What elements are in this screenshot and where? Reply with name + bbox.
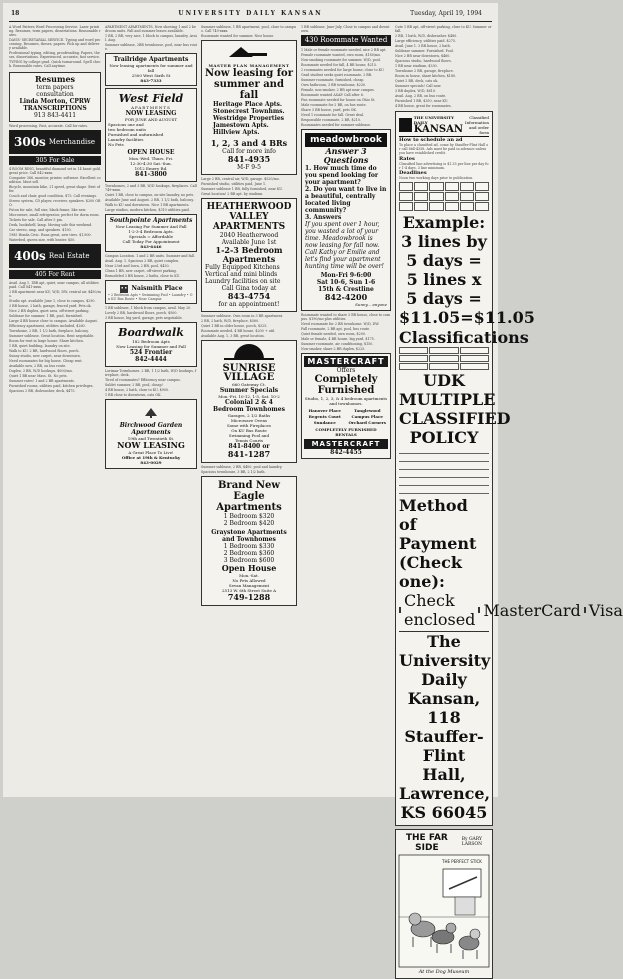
boardwalk-line: 182 Bedroom Apts: [132, 339, 170, 344]
sunrise-line: Bedroom Townhomes: [213, 406, 285, 413]
order-line[interactable]: [399, 480, 489, 486]
birchwood-line: 19th and Twentieth St.: [127, 436, 175, 441]
southpointe-line: Now Leasing For Summer And Fall: [115, 224, 187, 229]
column-2: [105, 25, 197, 795]
southpointe-line: Call Today For Appointment: [122, 239, 180, 244]
westfield-line: Laundry facilities: [108, 137, 144, 142]
mastercraft-place: Orchard Corners: [348, 420, 387, 425]
classified-text-block: A Word Pattern Word Processing Service. Laser printing. Resumes, term papers, dissertations. Reasonable rates. DAVIS' SECRETARIAL SERVICE. Typing and word processing. Resumes, theses, papers. Pick up and delivery available. Professional typing, editing, proofreading. Papers, theses, dissertations. Experienced, accurate, fast service. TYPING by college grad. Quick turnaround. Spell check. Reasonable rates. Call anytime.: [9, 25, 101, 68]
birchwood-name: Birchwood Garden Apartments: [119, 422, 183, 436]
meadowbrook-hours: Sat 10-6, Sun 1-6: [316, 279, 376, 286]
mpm-logo-icon: [219, 45, 279, 59]
heatherwood-line: for an appointment!: [218, 301, 280, 308]
payment-option-label: Visa: [588, 600, 623, 620]
mastercraft-logo: MASTERCRAFT: [304, 356, 388, 367]
order-line[interactable]: [399, 488, 489, 494]
mpm-property: Heritage Place Apts.: [213, 101, 283, 108]
mastercraft-phone: 842-4455: [330, 449, 362, 456]
apartment-listings: 1 BR sublease, 1 block from campus, avail. May 20. Lovely 2 BR, hardwood floors, porch. $500. 3 BR house, big yard, garage, pets negotiable.: [105, 306, 192, 320]
eagle-line: Open House: [221, 563, 277, 573]
eagle-line: 2513 W. 6th Street Suite A: [221, 588, 276, 593]
westfield-sub: APARTMENTS: [131, 105, 171, 110]
rental-listings: Large 2 BR, central air, W/D, garage. $520/mo. Furnished studio, utilities paid, June 1. Summer sublease 1 BR, fully furnished, near KU. Great location! 2 BR apt. by stadium.: [201, 177, 283, 196]
eagle-price: 1 Bedroom $330: [223, 543, 275, 550]
apartment-listings: Townhomes, 2 and 3 BR, W/D hookups, fireplaces. Call 749-xxxx. Quiet 1 BR, close to campus, on-site laundry, no pets. Available June and August. 2 BR, 1 1/2 bath, balcony. Walk to KU and downtown. Nice 1 BR apartments. Large studios, modern kitchen, $310 utilities paid.: [105, 184, 197, 212]
sunrise-line: Tennis Courts: [234, 438, 264, 443]
rental-listings: Summer sublease, 2 BR, $400, pool and laundry. Spacious townhouse, 3 BR, 2 1/2 bath.: [201, 465, 283, 474]
master-plan-management-ad: [201, 40, 297, 175]
issue-date: Tuesday, April 19, 1994: [410, 10, 482, 17]
mpm-property: Jamestown Apts.: [213, 122, 269, 129]
sunrise-village-ad: [201, 340, 297, 463]
page-number-left: 18: [11, 10, 20, 17]
mpm-phone: 841-4935: [227, 154, 271, 164]
meadowbrook-phone: 842-4200: [324, 292, 368, 302]
westfield-line: FOR JUNE AND AUGUST: [124, 117, 178, 122]
order-form-footer: The University Daily Kansan, 118 Stauffer-Flint Hall, Lawrence, KS 66045: [399, 632, 491, 822]
visa-checkbox[interactable]: [584, 607, 586, 613]
kansan-line1: THE UNIVERSITY DAILY: [413, 115, 454, 125]
westfield-logo: West Field: [118, 92, 184, 105]
eagle-price: 1 Bedroom $320: [223, 513, 275, 520]
birchwood-line: A Great Place To Live!: [128, 450, 174, 455]
rental-listings: Summer sublease. Own room in 3 BR apartment. 2 BR, 2 bath, W/D, fireplace, $560. Quiet 1 BR in older house, porch, $325. Roommate needed, 4 BR house, $200 + util. Available Aug. 1, 3 BR, great location.: [201, 314, 284, 338]
meadowbrook-answer: If you spent over 1 hour, you wasted a lot of your time. Meadowbrook is now leasing for fall now. Call Kathy or Emilie and let's find your apartment hunting time will be over!: [305, 221, 384, 270]
roommate-listings: Roommate wanted to share 3 BR house, close to campus. $190/mo plus utilities. Need roommate for 2 BR townhome. W/D, DW. Fall roommate, 2 BR apt, pool, bus route. Quiet female needed, own room, $200. Male or female, 4 BR house, big yard, $175. Summer roommate, air conditioning, $150. Non-smoker, share 2 BR duplex, $225.: [301, 313, 390, 351]
resume-ad-phone: 913 843-4411: [33, 112, 77, 119]
southpointe-name: Southpointe Apartments: [109, 217, 193, 224]
subsection-for-sale: 305 For Sale: [9, 156, 101, 165]
masthead-title: UNIVERSITY DAILY KANSAN: [178, 10, 323, 17]
order-policy-heading: UDK MULTIPLE CLASSIFIED POLICY: [399, 371, 511, 447]
apartment-listings: APARTMENT APARTMENTS. Now showing 1 and 2 bedroom units. Fall and summer leases available. 1 BR, 2 BR, very nice, 1 block to campus, laundry. Avail. Aug. Summer sublease, 2BR townhouse, pool, near bus route.: [105, 25, 197, 51]
sunrise-line: Microwave Ovens: [230, 418, 268, 423]
classifications-grid: [399, 347, 489, 370]
kansan-line2: KANSAN: [413, 124, 463, 135]
classification-checkbox[interactable]: [429, 347, 458, 354]
heatherwood-phone: 843-4754: [227, 291, 271, 301]
birchwood-ad: [105, 399, 197, 469]
sunrise-line: Summer Specials: [219, 387, 279, 394]
cartoon-illustration: [399, 855, 489, 967]
naismith-name: Naismith Place: [131, 284, 183, 292]
eagle-line: Graystone Apartments and Townhomes: [211, 529, 287, 543]
mpm-bedrooms: 1, 2, 3 and 4 BRs: [210, 138, 288, 148]
classification-checkbox[interactable]: [429, 363, 458, 370]
mpm-call: Call for more info: [222, 148, 276, 155]
westfield-line: No Pets: [108, 142, 124, 147]
rental-listings: Cute 1 BR apt, off-street parking, close to KU. Summer or fall. 2 BR, 1 bath, W/D, dishwasher. $480. Large efficiency, utilities paid. $275. Avail. June 1. 3 BR house, 2 bath. Sublease summer. Furnished. Pool. Nice 2 BR near downtown, $460. Spacious studio, hardwood floors. 1 BR near stadium, $330. Townhome 2 BR, garage, fireplace. Room in house, share kitchen, $180. Quiet 2 BR, deck, cats ok. Summer specials! Call now. 3 BR duplex, W/D, $610. Avail. Aug. 2 BR, on bus route. Furnished 1 BR, $350, near KU. 4 BR house, great for roommates.: [395, 25, 492, 108]
sunrise-line: On KU Bus Route: [231, 428, 267, 433]
eagle-name: Brand New Eagle Apartments: [216, 480, 282, 513]
section-header-merchandise: 300s Merchandise: [9, 130, 101, 154]
column-1: [9, 25, 101, 795]
heatherwood-line: Available June 1st: [221, 239, 277, 246]
meadowbrook-question: 2. Do you want to live in a beautiful, centrally located living community?: [305, 186, 387, 214]
classification-checkbox[interactable]: [399, 347, 428, 354]
mpm-property: Westridge Properties: [213, 115, 285, 122]
order-lines: [399, 448, 489, 494]
classified-text-block: Word processing. Fast, accurate. Call for rates.: [9, 124, 88, 128]
heatherwood-line: 1-2-3 Bedroom: [215, 245, 283, 255]
mpm-property: Hillview Apts.: [213, 129, 260, 136]
rental-listings: Summer sublease, 1 BR apartment, pool, close to campus. Call 749-xxxx. Roommate wanted for summer. Nice house.: [201, 25, 296, 38]
payment-method-label: Method of Payment (Check one):: [399, 496, 477, 591]
resume-ad-line: Linda Morton, CPRW: [19, 98, 91, 105]
southpointe-line: Specials = Affordable: [129, 234, 173, 239]
westfield-line: 1012 Emery Rd.: [134, 166, 168, 171]
resume-ad-line: term papers: [36, 84, 74, 91]
mastercard-checkbox[interactable]: [478, 607, 480, 613]
building-icon: [119, 283, 129, 293]
eagle-price: 3 Bedroom $600: [223, 557, 275, 564]
sunrise-line: 660 Gateway Ct.: [232, 382, 266, 387]
westfield-line: Furnished and unfurnished: [108, 132, 164, 137]
apartment-listings: Lorimar Townhomes. 2 BR, 1 1/2 bath, W/D hookups, fireplace, deck. Tired of roommates? Efficiency near campus. Sublet summer, 2 BR, pool, cheap! 4 BR house, 2 bath, close to KU, $900. 1 BR close to downtown, cats OK.: [105, 369, 197, 397]
westfield-ad: [105, 88, 197, 182]
eagle-apartments-ad: [201, 476, 297, 606]
column-3: [201, 25, 297, 795]
sunrise-name: SUNRISE VILLAGE: [222, 363, 276, 383]
subsection-for-rent: 405 For Rent: [9, 270, 101, 279]
heatherwood-line: Apartments: [222, 254, 276, 264]
apartment-listings: Campus Location. 1 and 2 BR units. Summer and fall. Avail. Aug. 1. Spacious 2 BR, quiet complex. Near 23rd and Iowa, 2 BR, pool, $430. Clean 1 BR, new carpet, off-street parking. Remodeled 3 BR house, 2 baths, close to KU.: [105, 254, 195, 278]
mastercraft-place: Campus Place: [351, 414, 383, 419]
southpointe-ad: [105, 214, 197, 252]
sunrise-phone: 841-1287: [227, 449, 271, 459]
heatherwood-line: Call Gina today at: [221, 285, 277, 292]
sunrise-line: Colonial 2 & 4: [225, 399, 273, 406]
heatherwood-line: Laundry facilities on site: [205, 278, 281, 285]
mastercraft-place: Tanglewood: [353, 408, 381, 413]
boardwalk-line: Now Leasing for Summer and Fall: [116, 344, 186, 349]
classification-checkbox[interactable]: [399, 355, 428, 362]
mpm-headline: Now leasing for summer and fall: [205, 68, 293, 101]
naismith-place-ad: Naismith Place • 2 Bedroom Apts • Swimming Pool • Laundry • On KU Bus Route • Near Campus: [105, 280, 197, 304]
trailridge-line: 2500 West Sixth St: [131, 73, 171, 78]
trailridge-name: Trailridge Apartments: [113, 56, 189, 63]
mpm-hours: M-F 9-5: [237, 164, 261, 171]
payment-options: [399, 591, 623, 629]
classification-checkbox[interactable]: [460, 363, 489, 370]
sunrise-icon: [224, 344, 274, 360]
heatherwood-line: Vertical and mini blinds: [205, 271, 278, 278]
meadowbrook-qhead: Answer 3 Questions: [323, 146, 369, 165]
boardwalk-line: 524 Frontier: [129, 349, 173, 356]
meadowbrook-question: 3. Answers: [305, 214, 342, 221]
classification-checkbox[interactable]: [460, 355, 489, 362]
far-side-author: By GARY LARSON: [461, 837, 483, 847]
mastercraft-offers: Offers: [336, 367, 356, 374]
kansan-sub: Classified Information and order form: [465, 115, 490, 135]
deadlines-heading: Deadlines: [399, 170, 427, 176]
trailridge-line: Now leasing apartments for summer and fall: [109, 63, 193, 73]
order-line[interactable]: [399, 448, 489, 454]
trailridge-ad: [105, 53, 197, 86]
birchwood-line: Office at 19th & Kentucky: [121, 455, 181, 460]
tree-icon: [131, 408, 171, 418]
mpm-property: Stonecrest Townhms.: [213, 108, 285, 115]
payment-option-label: Check enclosed: [404, 591, 476, 629]
westfield-phone: 841-3800: [135, 171, 167, 178]
mastercraft-place: Hanover Place: [308, 408, 341, 413]
resume-service-ad: [9, 72, 101, 122]
rates-table: [399, 182, 489, 211]
far-side-title: THE FAR SIDE: [405, 833, 448, 853]
heatherwood-line: Fully Equipped Kitchens: [205, 264, 280, 271]
rates-example: Example: 3 lines by 5 days = 5 lines x 5 days = $11.05=$11.05: [399, 213, 535, 327]
classifications-heading: Classifications: [399, 328, 529, 347]
resume-ad-line: TRANSCRIPTIONS: [23, 105, 87, 112]
order-line[interactable]: [399, 464, 489, 470]
for-sale-listings: 4 ROOM RING, beautiful diamond set in 14 karat gold, great price. Call 842-xxxx. Computer 386, monitor, printer, software. Excellent condition. Must sell. Bicycle, mountain bike, 21 speed, great shape. Best offer. Couch and chair, good condition, $75. Call evenings. Stereo system, CD player, receiver, speakers. $200 OBO. Futon for sale, full size, black frame, like new. Microwave, small refrigerator, perfect for dorm room. Tickets for sale. Call after 5 pm. Desk, bookshelf, lamp. Moving sale this weekend. Car stereo, amp, and speakers. $150. 1985 Honda Civic. Runs great, new tires. $1,800. Waterbed, queen size, with heater. $50.: [9, 167, 101, 242]
boardwalk-ad: [105, 322, 197, 367]
payment-option-label: MasterCard: [483, 600, 581, 620]
perfect-stick-sign: THE PERFECT STICK: [442, 859, 482, 864]
meadowbrook-question: 1. How much time do you spend looking for your apartment?: [305, 165, 379, 186]
order-line[interactable]: [399, 472, 489, 478]
meadowbrook-ad: [301, 129, 391, 311]
column-4: [301, 25, 391, 795]
meadowbrook-hours: Mon-Fri 9-6:00: [320, 272, 372, 279]
westfield-line: Spacious one and: [108, 122, 144, 127]
eagle-line: Mon.-Sat.: [239, 573, 259, 578]
classification-checkbox[interactable]: [429, 355, 458, 362]
resume-ad-title: Resumes: [34, 74, 76, 84]
sunrise-line: Garages, 2 1/2 Baths: [227, 413, 271, 418]
eagle-line: Sevan Management: [228, 583, 270, 588]
classification-checkbox[interactable]: [460, 347, 489, 354]
classified-order-form: THE UNIVERSITY DAILY KANSAN Classified Information and order form How to schedule an ad To place a classified ad, come by Stauffer-Flint Hall or call 864-4358. Ads must be paid in advance unless you have established credit. Rates Classified line advertising is $1.35 per line per day for 1-4 days. 3 line minimum. Deadlines Noon two working days prior to publication. Example: 3 lines by 5 days = 5 lines x 5 days = $11.05=$11.05 Classifications UDK MULTIPLE CLASSIFIED POLICY Method of Payment (Check one): Check enclosed MasterCard Visa The University Daily Kansan, 118 Stauffer-Flint Hall, Lawrence, KS 66045: [395, 111, 493, 826]
for-rent-listings: Avail. Aug 1. 1BR apt, quiet, near campus, all utilities paid. Call 841-xxxx. 2 BR apartment near KU, W/D, DW, central air. $450/mo. Studio apt. available June 1, close to campus, $290. 3 BR house, 2 bath, garage, fenced yard. Pets ok. Nice 2 BR duplex, quiet area, off-street parking. Sublease for summer, 1 BR, pool, furnished. Large 4 BR house close to campus. Available August. Efficiency apartment, utilities included, $260. Townhome, 2 BR, 1 1/2 bath, fireplace, balcony. Summer sublease. Great location. Rent negotiable. Room for rent in large house. Share kitchen. 1 BR, quiet building, laundry on site. Walk to KU. 2 BR, hardwood floors, porch. Sunny studio, new carpet, near downtown. Need roommates for big house. Cheap rent. Available now, 2 BR, on bus route. Duplex, 3 BR, W/D hookups, $600/mo. Quiet 1 BR near Mass. St. No pets. Summer rates! 1 and 2 BR apartments. Furnished rooms, utilities paid, kitchen privileges. Spacious 2 BR, dishwasher, deck, $475.: [9, 281, 101, 393]
heatherwood-address: 2040 Heatherwood: [219, 232, 279, 239]
sunrise-line: Mon.-Fri. 10-12, 1-5, Sat. 10-2: [218, 394, 280, 399]
mastercraft-sub: Studio, 1, 2, 3, & 4 bedroom apartments and townhomes.: [304, 396, 388, 406]
roommate-listings: 1 Male or female roommate needed, nice 2 BR apt. Female roommate wanted, own room, $180/mo. Non-smoking roommate for summer, W/D, pool. Roommate needed for fall, 4 BR house, $215. 2 roommates needed for large house, close to KU. Grad student seeks quiet roommate, 2 BR. Summer roommate, furnished, cheap. Own bathroom, 3 BR townhome, $230. Female, non-smoker, 2 BR apt near campus. Roommate wanted ASAP. Call after 6. Fun roommate needed for house on Ohio St. Male roommate for 2 BR, on bus route. Share 3 BR house, yard, pets OK. Need 1 roommate for fall. Great deal. Responsible roommate, 2 BR, $210. Roommates needed for summer sublease.: [301, 48, 387, 127]
eagle-line: No Pets Allowed: [232, 578, 266, 583]
newspaper-page: [3, 3, 623, 975]
meadowbrook-tag: Sunny... anyone: [355, 302, 387, 307]
trailridge-phone: 843-7333: [140, 78, 162, 83]
mastercraft-place: Sundance: [313, 420, 336, 425]
southpointe-phone: 843-6446: [140, 244, 162, 249]
mastercraft-tag: COMPLETELY FURNISHED RENTALS: [315, 427, 377, 437]
westfield-line: NOW LEASING: [125, 110, 177, 117]
westfield-line: Mon.-Wed. Thurs. Fri.: [128, 156, 174, 161]
eagle-price: 2 Bedroom $360: [223, 550, 275, 557]
sunrise-line: Swimming Pool and: [228, 433, 270, 438]
order-line[interactable]: [399, 456, 489, 462]
westfield-line: 12:30-4:30 Sat.-Sun.: [130, 161, 172, 166]
eagle-price: 2 Bedroom $420: [223, 520, 275, 527]
kansan-logo-block: [399, 118, 412, 132]
heatherwood-ad: [201, 198, 297, 312]
meadowbrook-address: 15th & Crestline: [318, 286, 374, 293]
mpm-name: MASTER PLAN MANAGEMENT: [208, 63, 290, 68]
southpointe-line: 1-2-3-4 Bedroom Apts.: [128, 229, 174, 234]
heatherwood-name: HEATHERWOOD VALLEY APARTMENTS: [206, 202, 292, 232]
section-header-real-estate: 400s Real Estate: [9, 244, 101, 268]
mastercraft-place: Regents Court: [308, 414, 341, 419]
eagle-phone: 749-1288: [227, 592, 271, 602]
subsection-roommate-wanted: 430 Roommate Wanted: [301, 35, 391, 46]
far-side-caption: At the Dog Museum: [418, 969, 470, 975]
birchwood-phone: 843-0029: [140, 460, 162, 465]
westfield-line: two bedroom units: [108, 127, 147, 132]
check-checkbox[interactable]: [399, 607, 401, 613]
rental-listings: 1 BR sublease. June-July. Close to campus and downtown.: [301, 25, 390, 33]
far-side-cartoon: [395, 829, 493, 979]
page-header: [9, 7, 492, 22]
sunrise-line: Some with Fireplaces: [227, 423, 271, 428]
boardwalk-phone: 842-4444: [135, 356, 167, 363]
westfield-line: OPEN HOUSE: [127, 149, 175, 156]
resume-ad-line: consultation: [36, 91, 74, 98]
classification-checkbox[interactable]: [399, 363, 428, 370]
boardwalk-logo: Boardwalk: [118, 326, 184, 339]
sunrise-phone: 841-8400 or: [228, 443, 270, 450]
mastercraft-ad: MASTERCRAFT Offers Completely Furnished Studio, 1, 2, 3, & 4 bedroom apartments and townhomes. Hanover Place Tanglewood Regents Court Campus Place Sundance Orchard Corners COMPLETELY FURNISHED RENTALS MASTERCRAFT 842-4455: [301, 353, 391, 459]
birchwood-line: NOW LEASING: [117, 440, 185, 450]
rates-heading: Rates: [399, 156, 415, 162]
column-5: [395, 25, 623, 975]
mastercraft-headline: Completely Furnished: [314, 374, 378, 396]
meadowbrook-logo: meadowbrook: [305, 133, 387, 147]
schedule-ad-heading: How to schedule an ad: [399, 137, 463, 143]
